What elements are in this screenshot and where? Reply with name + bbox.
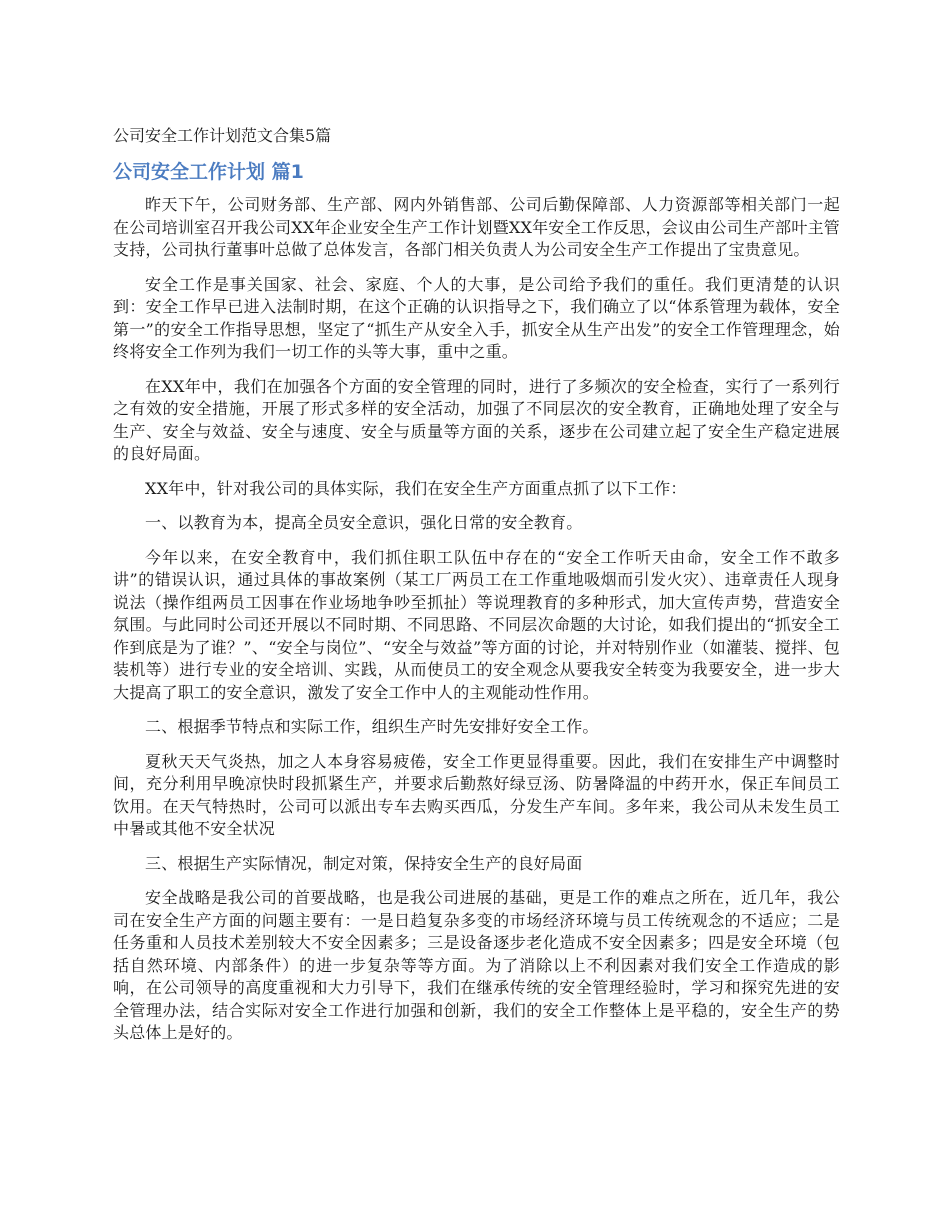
paragraph-7: 二、根据季节特点和实际工作，组织生产时先安排好安全工作。 [145, 717, 599, 736]
document-title: 公司安全工作计划范文合集5篇 [113, 126, 332, 145]
section-heading: 公司安全工作计划 篇1 [113, 161, 304, 183]
paragraph-9: 三、根据生产实际情况，制定对策，保持安全生产的良好局面 [145, 853, 583, 873]
paragraph-2: 安全工作是事关国家、社会、家庭、个人的大事，是公司给予我们的重任。我们更清楚的认识到：安全工作早已进入法制时期，在这个正确的认识指导之下，我们确立了以“体系管理为载体，安全第一”的安全工作指导思想，坚定了“抓生产从安全入手，抓安全从生产出发”的安全工作管理理念，始终将安全工作列为我们一切工作的头等大事，重中之重。 [113, 274, 840, 361]
paragraph-3: 在XX年中，我们在加强各个方面的安全管理的同时，进行了多频次的安全检查，实行了一系列行之有效的安全措施，开展了形式多样的安全活动，加强了不同层次的安全教育，正确地处理了安全与生产、安全与效益、安全与速度、安全与质量等方面的关系，逐步在公司建立起了安全生产稳定进展的良好局面。 [113, 376, 840, 463]
paragraph-8: 夏秋天天气炎热，加之人本身容易疲倦，安全工作更显得重要。因此，我们在安排生产中调整时间，充分利用早晚凉快时段抓紧生产，并要求后勤熬好绿豆汤、防暑降温的中药开水，保正车间员工饮用。在天气特热时，公司可以派出专车去购买西瓜，分发生产车间。多年来，我公司从未发生员工中暑或其他不安全状况 [113, 751, 840, 838]
paragraph-4: XX年中，针对我公司的具体实际，我们在安全生产方面重点抓了以下工作： [145, 478, 687, 498]
paragraph-1: 昨天下午，公司财务部、生产部、网内外销售部、公司后勤保障部、人力资源部等相关部门一起在公司培训室召开我公司XX年企业安全生产工作计划暨XX年安全工作反思，会议由公司生产部叶主管支持，公司执行董事叶总做了总体发言，各部门相关负责人为公司安全生产工作提出了宝贵意见。 [113, 195, 840, 259]
document-page [113, 124, 840, 1057]
paragraph-10: 安全战略是我公司的首要战略，也是我公司进展的基础，更是工作的难点之所在，近几年，我公司在安全生产方面的问题主要有：一是日趋复杂多变的市场经济环境与员工传统观念的不适应；二是任务重和人员技术差别较大不安全因素多；三是设备逐步老化造成不安全因素多；四是安全环境（包括自然环境、内部条件）的进一步复杂等等方面。为了消除以上不利因素对我们安全工作造成的影响，在公司领导的高度重视和大力引导下，我们在继承传统的安全管理经验时，学习和探究先进的安全管理办法，结合实际对安全工作进行加强和创新，我们的安全工作整体上是平稳的，安全生产的势头总体上是好的。 [113, 888, 840, 1042]
paragraph-6: 今年以来，在安全教育中，我们抓住职工队伍中存在的“安全工作听天由命，安全工作不敢多讲”的错误认识，通过具体的事故案例（某工厂两员工在工作重地吸烟而引发火灾）、违章责任人现身说法（操作组两员工因事在作业场地争吵至抓扯）等说理教育的多种形式，加大宣传声势，营造安全氛围。与此同时公司还开展以不同时期、不同思路、不同层次命题的大讨论，如我们提出的“抓安全工作到底是为了谁？”、“安全与岗位”、“安全与效益”等方面的讨论，并对特别作业（如灌装、搅拌、包装机等）进行专业的安全培训、实践，从而使员工的安全观念从要我安全转变为我要安全，进一步大大提高了职工的安全意识，激发了安全工作中人的主观能动性作用。 [113, 547, 840, 702]
paragraph-5: 一、以教育为本，提高全员安全意识，强化日常的安全教育。 [145, 513, 583, 532]
